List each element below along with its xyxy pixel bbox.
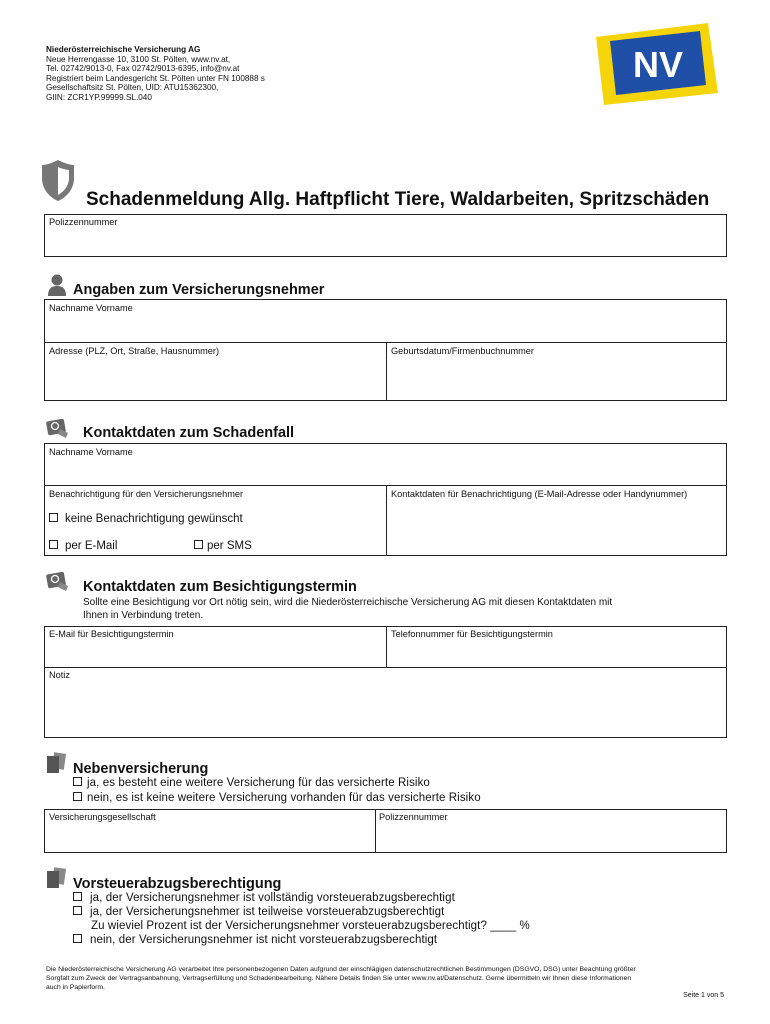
contact-card-icon [46,570,70,592]
checkbox-label: nein, es ist keine weitere Versicherung vorhanden für das versicherte Risiko [87,792,481,804]
nv-logo [596,23,718,105]
footer-line: Sorgfalt zum Zweck der Vertragsanbahnung, Vertragserfüllung und Schadenbearbeitung. Nähere Details finden Sie unter www.nv.at/Datenschutz. Gerne übermitteln wir Ihnen diese Informationen [46,975,632,983]
checkbox-icon [49,540,58,549]
checkbox-label: ja, es besteht eine weitere Versicherung für das versicherte Risiko [87,777,430,789]
ph-address-label: Adresse (PLZ, Ort, Straße, Hausnummer) [49,346,220,356]
svg-text:NV: NV [632,44,684,85]
checkbox-icon [73,792,82,801]
company-line: GIIN: ZCR1YP.99999.SL.040 [46,92,152,102]
footer-line: Die Niederösterreichische Versicherung AG verarbeitet Ihre personenbezogenen Daten aufgrund der einschlägigen datenschutzrechtlichen Bestimmungen (DSGVO, DSG) unter Beachtung größter [46,966,636,973]
company-address-block [46,45,265,103]
checkbox-icon [73,777,82,786]
company-line: Gesellschaftsitz St. Pölten, UID: ATU15362300, [46,83,219,93]
checkbox-vat-none[interactable] [73,934,437,946]
inspection-note-line: Sollte eine Besichtigung vor Ort nötig sein, wird die Niederösterreichische Versicherung AG mit diesen Kontaktdaten mit [83,597,613,608]
ct-notify-label: Benachrichtigung für den Versicherungsnehmer [49,489,244,499]
sec-policy-field[interactable] [377,823,725,851]
insp-email-label: E-Mail für Besichtigungstermin [49,629,174,639]
inspection-note [83,597,612,622]
checkbox-secondary-yes[interactable] [73,777,430,789]
checkbox-vat-partial[interactable] [73,906,444,918]
insp-phone-field[interactable] [388,640,725,666]
checkbox-vat-full[interactable] [73,892,455,904]
checkbox-label: keine Benachrichtigung gewünscht [65,513,243,525]
secondary-heading: Nebenversicherung [73,761,209,777]
insp-email-field[interactable] [45,640,383,666]
sec-company-field[interactable] [45,823,373,851]
checkbox-no-notification[interactable] [49,513,243,525]
documents-icon [46,867,66,889]
contact-heading: Kontaktdaten zum Schadenfall [83,425,295,441]
checkbox-icon [194,540,203,549]
sec-company-label: Versicherungsgesellschaft [49,812,156,822]
contact-card-icon [46,417,70,439]
checkbox-label: per SMS [207,540,252,552]
checkbox-icon [73,906,82,915]
policyholder-heading: Angaben zum Versicherungsnehmer [73,282,325,298]
checkbox-icon [73,892,82,901]
person-icon [47,273,67,297]
insp-phone-label: Telefonnummer für Besichtigungstermin [391,629,553,639]
divider [386,342,387,401]
divider [375,809,376,853]
checkbox-email[interactable] [49,540,117,552]
checkbox-label: per E-Mail [65,540,118,552]
company-line: Registriert beim Landesgericht St. Pölten unter FN 100888 s [46,73,265,83]
checkbox-label: ja, der Versicherungsnehmer ist vollständig vorsteuerabzugsberechtigt [90,892,455,904]
insp-notiz-label: Notiz [49,670,70,680]
insp-notiz-field[interactable] [45,681,725,736]
privacy-footer [46,965,726,993]
company-line: Neue Herrengasse 10, 3100 St. Pölten, www.nv.at, [46,54,231,64]
ct-contact-label: Kontaktdaten für Benachrichtigung (E-Mail-Adresse oder Handynummer) [391,489,688,499]
footer-line: auch in Papierform. [46,984,105,992]
ph-address-field[interactable] [45,357,383,399]
checkbox-icon [49,513,58,522]
ct-name-field[interactable] [45,458,725,484]
checkbox-sms[interactable] [194,540,252,552]
divider [44,667,727,668]
checkbox-icon [73,934,82,943]
sec-policy-label: Polizzennummer [379,812,448,822]
page-number: Seite 1 von 5 [683,992,724,999]
ct-contact-field[interactable] [388,500,725,554]
vat-percent-question[interactable]: Zu wieviel Prozent ist der Versicherungsnehmer vorsteuerabzugsberechtigt? ____ % [91,920,530,932]
company-name: Niederösterreichische Versicherung AG [46,45,201,54]
ph-name-field[interactable] [45,314,725,341]
checkbox-secondary-no[interactable] [73,792,481,804]
checkbox-label: nein, der Versicherungsnehmer ist nicht vorsteuerabzugsberechtigt [90,934,438,946]
divider [386,626,387,667]
policy-number-label: Polizzennummer [49,217,118,227]
policy-number-field[interactable] [44,214,727,257]
ph-birth-field[interactable] [388,357,725,399]
checkbox-label: ja, der Versicherungsnehmer ist teilweise vorsteuerabzugsberechtigt [90,906,445,918]
divider [386,485,387,556]
page-title: Schadenmeldung Allg. Haftpflicht Tiere, Waldarbeiten, Spritzschäden [86,189,710,210]
shield-icon [40,158,76,202]
vat-heading: Vorsteuerabzugsberechtigung [73,876,282,892]
company-line: Tel. 02742/9013-0, Fax 02742/9013-6395, info@nv.at [46,64,240,74]
ph-birth-label: Geburtsdatum/Firmenbuchnummer [391,346,534,356]
documents-icon [46,752,66,774]
ct-name-label: Nachname Vorname [49,447,133,457]
inspection-note-line: Ihnen in Verbindung treten. [83,609,204,621]
inspection-heading: Kontaktdaten zum Besichtigungstermin [83,579,357,595]
ph-name-label: Nachname Vorname [49,303,133,313]
